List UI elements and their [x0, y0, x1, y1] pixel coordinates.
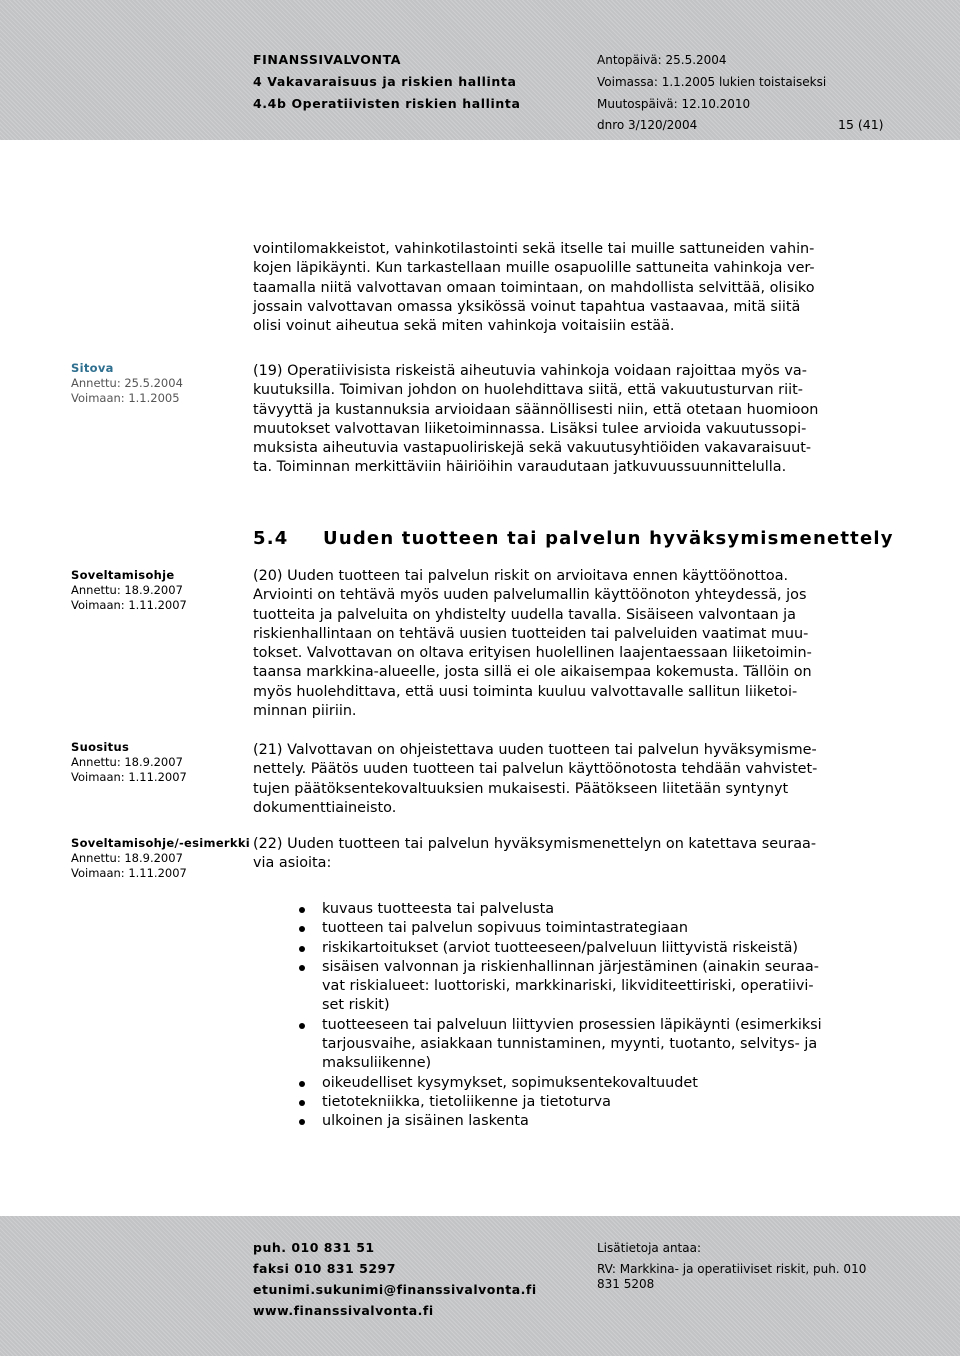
list-item [300, 1093, 900, 1112]
list-item-text: vat riskialueet: luottoriski, markkinariski, likviditeettiriski, operatiivi- [322, 978, 814, 995]
text-line: muutokset valvottavan liiketoiminnassa. Lisäksi tulee arvioida vakuutussopi- [253, 420, 807, 437]
text-line: tävyyttä ja kustannuksia arvioidaan säännöllisesti niin, että otetaan huomioon [253, 401, 819, 418]
text-line: kuutuksilla. Toimivan johdon on huolehdittava siitä, että vakuutusturvan riit- [253, 382, 803, 399]
issue-date: Antopäivä: 25.5.2004 [597, 53, 727, 67]
section-number: 5.4 [253, 528, 289, 549]
text-line: nettely. Päätös uuden tuotteen tai palvelun käyttöönotosta tehdään vahvistet- [253, 761, 818, 778]
text-line: via asioita: [253, 855, 332, 872]
org-name: FINANSSIVALVONTA [253, 52, 401, 67]
footer-contact-line: 831 5208 [597, 1277, 655, 1291]
text-line: (22) Uuden tuotteen tai palvelun hyväksymismenettelyn on katettava seuraa- [253, 836, 817, 852]
footer-phone: puh. 010 831 51 [253, 1240, 375, 1255]
list-item-text: tuotteen tai palvelun sopivuus toimintastrategiaan [322, 920, 688, 937]
margin-note-guidance [71, 568, 187, 613]
footer-email[interactable]: etunimi.sukunimi@finanssivalvonta.fi [253, 1282, 537, 1297]
text-line: olisi voinut aiheutua sekä miten vahinkoja voitaisiin estää. [253, 318, 675, 335]
text-line: Arviointi on tehtävä myös uuden palvelumallin käyttöönoton yhteydessä, jos [253, 587, 807, 604]
text-line: muksista aiheutuvia vastapuoliriskejä sekä vakuutusyhtiöiden vakavaraisuut- [253, 440, 812, 457]
list-item-text: tietotekniikka, tietoliikenne ja tietoturva [322, 1093, 611, 1110]
list-item-text: maksuliikenne) [322, 1055, 432, 1072]
paragraph-19 [253, 362, 893, 478]
page-number: 15 (41) [838, 117, 884, 132]
footer-contact-line: RV: Markkina- ja operatiiviset riskit, puh. 010 [597, 1262, 867, 1276]
header-band [0, 0, 960, 140]
list-item [300, 900, 900, 919]
margin-note-effective: Voimaan: 1.11.2007 [71, 866, 187, 880]
margin-note-issued: Annettu: 25.5.2004 [71, 376, 183, 390]
list-item-text: tuotteeseen tai palveluun liittyvien prosessien läpikäynti (esimerkiksi [322, 1016, 822, 1033]
reference-number: dnro 3/120/2004 [597, 118, 698, 132]
list-item-text: riskikartoitukset (arviot tuotteeseen/palveluun liittyvistä riskeistä) [322, 939, 799, 956]
text-line: ta. Toiminnan merkittäviin häiriöihin varaudutaan jatkuvuussuunnittelulla. [253, 459, 787, 476]
paragraph-21 [253, 741, 893, 818]
text-line: myös huolehdittava, että uusi toiminta kuuluu valvottavalle sallitun liiketoi- [253, 683, 798, 700]
text-line: (20) Uuden tuotteen tai palvelun riskit on arvioitava ennen käyttöönottoa. [253, 568, 789, 584]
list-item-text: tarjousvaihe, asiakkaan tunnistaminen, myynti, tuotanto, selvitys- ja [322, 1036, 818, 1053]
text-line: (21) Valvottavan on ohjeistettava uuden tuotteen tai palvelun hyväksymisme- [253, 742, 817, 758]
text-line: tuotteita ja palveluita on yhdistelty uudella tavalla. Sisäiseen valvontaan ja [253, 606, 796, 623]
margin-note-guidance-example [71, 836, 250, 881]
margin-note-issued: Annettu: 18.9.2007 [71, 755, 183, 769]
list-item [300, 958, 900, 1016]
text-line: taamalla niitä valvottavan omaan toimintaan, on mahdollista selvittää, olisiko [253, 279, 815, 296]
paragraph-22 [253, 835, 893, 874]
text-line: vointilomakkeistot, vahinkotilastointi sekä itselle tai muille sattuneiden vahin- [253, 241, 815, 257]
margin-note-recommendation [71, 740, 187, 785]
list-item-text: sisäisen valvonnan ja riskienhallinnan järjestäminen (ainakin seuraa- [322, 958, 819, 975]
text-line: taansa markkina-alueelle, josta sillä ei ole aikaisempaa kokemusta. Tällöin on [253, 664, 812, 681]
margin-note-effective: Voimaan: 1.11.2007 [71, 598, 187, 612]
text-line: kojen läpikäynti. Kun tarkastellaan muille osapuolille sattuneita vahinkoja ver- [253, 260, 815, 277]
margin-note-binding [71, 361, 183, 406]
in-force-date: Voimassa: 1.1.2005 lukien toistaiseksi [597, 75, 827, 89]
text-line: jossain valvottavan omassa yksikössä voinut tapahtua vastaavaa, mitä siitä [253, 298, 801, 315]
text-line: tokset. Valvottavan on oltava erityisen huolellinen laajentaessaan liiketoimin- [253, 645, 812, 662]
modified-date: Muutospäivä: 12.10.2010 [597, 97, 751, 111]
list-item-text: set riskit) [322, 997, 390, 1014]
margin-note-effective: Voimaan: 1.1.2005 [71, 391, 180, 405]
footer-fax: faksi 010 831 5297 [253, 1261, 396, 1276]
list-item-text: ulkoinen ja sisäinen laskenta [322, 1113, 529, 1130]
margin-note-issued: Annettu: 18.9.2007 [71, 851, 183, 865]
section-heading-title: Uuden tuotteen tai palvelun hyväksymismenettely [323, 528, 894, 549]
list-item [300, 1074, 900, 1093]
footer-more-info-label: Lisätietoja antaa: [597, 1241, 702, 1255]
footer-website[interactable]: www.finanssivalvonta.fi [253, 1303, 434, 1318]
section-title: 4.4b Operatiivisten riskien hallinta [253, 96, 521, 111]
margin-note-title: Suositus [71, 740, 130, 754]
margin-note-title: Sitova [71, 361, 114, 375]
section-heading [253, 528, 894, 549]
list-item-text: oikeudelliset kysymykset, sopimuksentekovaltuudet [322, 1074, 698, 1091]
text-line: minnan piiriin. [253, 703, 357, 720]
margin-note-issued: Annettu: 18.9.2007 [71, 583, 183, 597]
text-line: riskienhallintaan on tehtävä uusien tuotteiden tai palveluiden vaatimat muu- [253, 625, 809, 642]
intro-paragraph [253, 240, 893, 336]
chapter-title: 4 Vakavaraisuus ja riskien hallinta [253, 74, 517, 89]
list-item [300, 1112, 900, 1131]
margin-note-title: Soveltamisohje [71, 568, 175, 582]
margin-note-effective: Voimaan: 1.11.2007 [71, 770, 187, 784]
list-item [300, 939, 900, 958]
paragraph-20 [253, 567, 893, 721]
list-item [300, 919, 900, 938]
text-line: dokumenttiaineisto. [253, 799, 397, 816]
requirements-list [300, 900, 900, 1132]
list-item-text: kuvaus tuotteesta tai palvelusta [322, 901, 555, 917]
margin-note-title: Soveltamisohje/-esimerkki [71, 836, 251, 850]
list-item [300, 1016, 900, 1074]
text-line: tujen päätöksentekovaltuuksien mukaisesti. Päätökseen liitetään syntynyt [253, 780, 789, 797]
text-line: (19) Operatiivisista riskeistä aiheutuvia vahinkoja voidaan rajoittaa myös va- [253, 363, 807, 379]
